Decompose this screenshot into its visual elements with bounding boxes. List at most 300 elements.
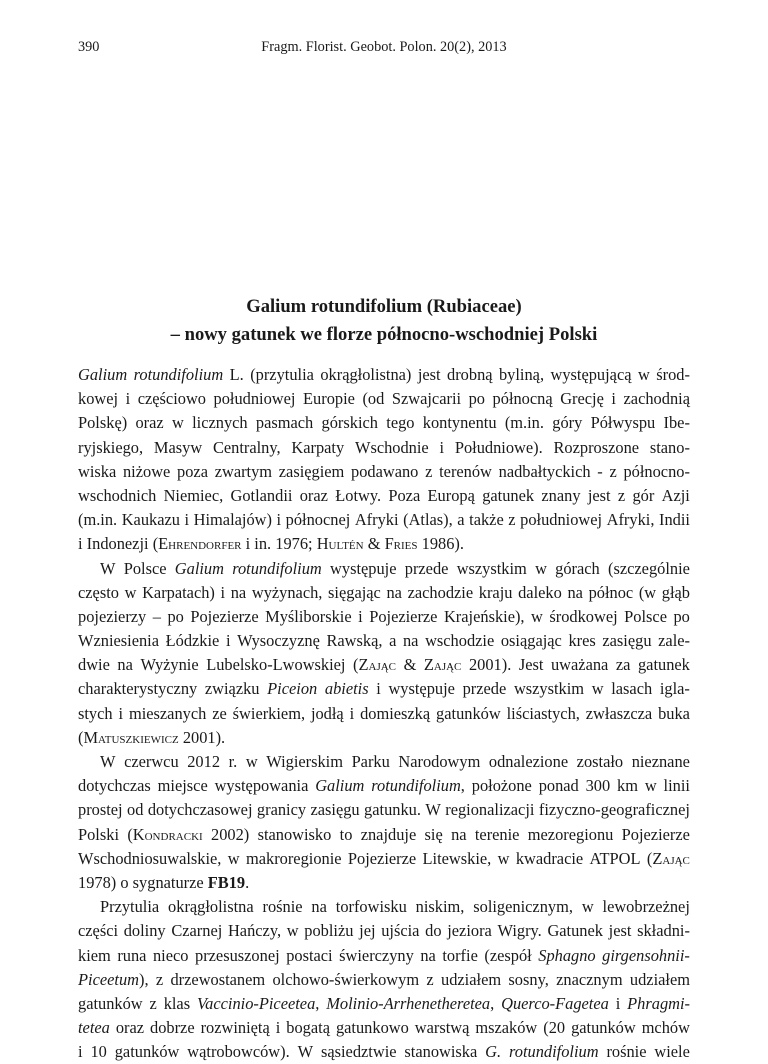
text-run: Półwyspu bbox=[590, 413, 656, 433]
word bbox=[485, 1040, 501, 1064]
word bbox=[212, 702, 227, 726]
text-run: na bbox=[420, 945, 436, 965]
word bbox=[659, 508, 690, 532]
text-run: okrągłolistna bbox=[168, 897, 254, 917]
text-line bbox=[78, 798, 690, 822]
word bbox=[78, 653, 110, 677]
text-run: & bbox=[367, 534, 381, 554]
text-run: w bbox=[644, 776, 657, 796]
text-run: na bbox=[311, 897, 327, 917]
word bbox=[311, 702, 344, 726]
text-run: Galium bbox=[78, 365, 128, 384]
word bbox=[630, 968, 690, 992]
word bbox=[156, 968, 163, 992]
word bbox=[514, 677, 584, 701]
word bbox=[310, 798, 359, 822]
text-run: czerwcu bbox=[124, 752, 179, 771]
text-run: występującą bbox=[550, 365, 632, 384]
word bbox=[195, 944, 280, 968]
text-run: i bbox=[276, 510, 282, 530]
text-run: terenie bbox=[474, 824, 520, 844]
word bbox=[358, 605, 363, 629]
text-run: (zespół bbox=[484, 945, 532, 965]
text-run: ATPOL bbox=[589, 848, 641, 868]
word bbox=[654, 1040, 690, 1064]
text-run: gór bbox=[632, 485, 655, 505]
text-run: (przytulia bbox=[250, 365, 314, 384]
text-run: środ- bbox=[656, 365, 690, 384]
text-run: oraz bbox=[135, 413, 164, 433]
word bbox=[124, 557, 167, 581]
text-run: się bbox=[424, 824, 443, 844]
text-run: (20 bbox=[543, 1018, 566, 1038]
text-run: Wschodnie bbox=[354, 437, 429, 457]
word bbox=[339, 944, 414, 968]
word bbox=[252, 581, 323, 605]
word bbox=[543, 1016, 565, 1040]
word bbox=[230, 363, 244, 387]
word bbox=[355, 508, 399, 532]
word bbox=[126, 387, 131, 411]
text-run: Querco-Fagetea bbox=[501, 993, 609, 1013]
text-run: jej bbox=[359, 921, 376, 941]
word bbox=[134, 363, 224, 387]
text-run: wiska bbox=[78, 461, 117, 481]
word bbox=[78, 774, 151, 798]
text-run: w bbox=[531, 606, 543, 626]
text-run: olchowo-świerkowym bbox=[272, 969, 420, 989]
word bbox=[473, 895, 573, 919]
text-line bbox=[78, 363, 690, 387]
word bbox=[124, 750, 179, 774]
word bbox=[602, 944, 690, 968]
word bbox=[172, 411, 184, 435]
text-run: od bbox=[127, 800, 144, 820]
text-run: na bbox=[567, 582, 583, 602]
text-run: częściowo bbox=[137, 389, 206, 409]
text-run: mszaków bbox=[475, 1018, 538, 1038]
text-run: stano- bbox=[649, 437, 690, 457]
word bbox=[560, 387, 604, 411]
word bbox=[168, 895, 254, 919]
word bbox=[622, 823, 690, 847]
text-run: tego bbox=[386, 413, 415, 433]
word bbox=[547, 919, 603, 943]
text-run: wiele bbox=[654, 1042, 690, 1062]
word bbox=[90, 1040, 106, 1064]
text-run: oraz bbox=[115, 1018, 145, 1038]
word bbox=[124, 919, 166, 943]
word bbox=[87, 532, 149, 556]
text-line bbox=[78, 629, 690, 653]
word bbox=[463, 677, 507, 701]
word bbox=[469, 387, 485, 411]
word bbox=[556, 968, 622, 992]
text-run: Grecję bbox=[560, 389, 604, 409]
text-line bbox=[78, 387, 690, 411]
word bbox=[498, 919, 542, 943]
word bbox=[142, 581, 215, 605]
text-run: Czarnej bbox=[171, 921, 223, 941]
text-run: , bbox=[460, 776, 465, 796]
text-run: rotundifolium bbox=[133, 365, 224, 384]
paragraph bbox=[78, 895, 690, 1064]
word bbox=[78, 702, 113, 726]
word bbox=[304, 919, 353, 943]
word bbox=[315, 774, 364, 798]
text-run: kowej bbox=[78, 389, 119, 409]
word bbox=[528, 823, 614, 847]
word bbox=[272, 968, 419, 992]
word bbox=[447, 363, 493, 387]
text-line bbox=[78, 944, 690, 968]
word bbox=[538, 944, 595, 968]
word bbox=[78, 919, 118, 943]
word bbox=[135, 411, 163, 435]
word bbox=[618, 484, 625, 508]
word bbox=[78, 726, 179, 750]
text-run: 2001). bbox=[182, 727, 226, 747]
word bbox=[166, 629, 220, 653]
word bbox=[167, 605, 183, 629]
text-run: zwłaszcza bbox=[585, 703, 653, 723]
text-run: i bbox=[376, 679, 381, 699]
text-run: w bbox=[497, 848, 510, 868]
word bbox=[493, 387, 553, 411]
word bbox=[447, 919, 492, 943]
word bbox=[228, 847, 240, 871]
word bbox=[422, 532, 464, 556]
text-run: Indii bbox=[659, 510, 690, 530]
text-run: zasięgiem bbox=[278, 461, 345, 481]
text-run: wschodnich bbox=[78, 485, 157, 505]
word bbox=[501, 629, 562, 653]
word bbox=[340, 823, 353, 847]
word bbox=[78, 581, 119, 605]
text-run: północnej bbox=[285, 510, 351, 530]
word bbox=[501, 992, 609, 1016]
text-run: (szczególnie bbox=[608, 558, 690, 578]
text-line bbox=[78, 774, 690, 798]
word bbox=[352, 750, 390, 774]
word bbox=[78, 871, 116, 895]
word bbox=[436, 702, 501, 726]
text-run: Lubelsko-Lwowskiej bbox=[206, 655, 346, 675]
text-run: i bbox=[220, 582, 226, 602]
text-run: pobliżu bbox=[304, 921, 354, 941]
text-run: zachodzie bbox=[407, 582, 474, 602]
word bbox=[425, 629, 494, 653]
text-run: i bbox=[78, 1042, 83, 1062]
text-run: Afryki bbox=[354, 510, 399, 530]
text-run: ( bbox=[353, 655, 359, 675]
word bbox=[616, 992, 621, 1016]
word bbox=[552, 411, 582, 435]
text-line bbox=[78, 677, 690, 701]
text-run: kraju bbox=[478, 582, 513, 602]
word bbox=[586, 702, 652, 726]
text-run: Przytulia bbox=[100, 897, 160, 917]
text-run: odnalezione bbox=[488, 752, 569, 771]
text-run: liściastych, bbox=[506, 703, 580, 723]
word bbox=[231, 581, 246, 605]
word bbox=[351, 460, 418, 484]
text-line bbox=[78, 1040, 690, 1064]
word bbox=[250, 363, 314, 387]
word bbox=[228, 919, 281, 943]
text-run: Niemiec, bbox=[163, 485, 224, 505]
word bbox=[287, 919, 299, 943]
text-run: z bbox=[155, 969, 164, 989]
word bbox=[229, 750, 238, 774]
text-run: i bbox=[184, 510, 190, 530]
text-run: 1976; bbox=[275, 534, 313, 554]
text-run: ( bbox=[646, 848, 653, 868]
word bbox=[642, 1016, 690, 1040]
word bbox=[127, 798, 143, 822]
text-run: rozwiniętą bbox=[200, 1018, 270, 1038]
word bbox=[386, 581, 401, 605]
word bbox=[591, 411, 656, 435]
text-run: Masyw bbox=[153, 437, 203, 457]
text-run: Hultén bbox=[316, 534, 364, 554]
word bbox=[291, 436, 344, 460]
word bbox=[403, 508, 453, 532]
text-run: Zając bbox=[652, 848, 690, 868]
text-run: znacznym bbox=[556, 969, 623, 989]
word bbox=[638, 653, 690, 677]
text-run: północno- bbox=[623, 461, 690, 481]
text-run: związku bbox=[204, 679, 260, 699]
article-title-line-2: – nowy gatunek we florze północno-wschodniej Polski bbox=[170, 324, 598, 345]
word bbox=[78, 823, 119, 847]
word bbox=[368, 532, 381, 556]
word bbox=[403, 629, 418, 653]
text-run: r. bbox=[228, 752, 238, 771]
word bbox=[442, 944, 478, 968]
word bbox=[154, 436, 202, 460]
text-run: pasmach bbox=[255, 413, 314, 433]
text-run: jodłą bbox=[310, 703, 344, 723]
text-run: zostało bbox=[576, 752, 624, 771]
word bbox=[119, 702, 124, 726]
text-run: domieszką bbox=[360, 703, 431, 723]
word bbox=[632, 484, 654, 508]
text-run: Litewskie, bbox=[422, 848, 492, 868]
text-run: 2001). bbox=[468, 655, 512, 675]
text-run: Wschodniosuwalskie, bbox=[78, 848, 222, 868]
word bbox=[420, 944, 435, 968]
word bbox=[170, 968, 265, 992]
text-run: bogatą bbox=[286, 1018, 330, 1038]
word bbox=[439, 436, 444, 460]
text-run: runa bbox=[117, 945, 147, 965]
text-run: na bbox=[117, 655, 133, 675]
text-run: zasięgu bbox=[310, 800, 360, 820]
word bbox=[647, 847, 690, 871]
word bbox=[129, 702, 206, 726]
text-run: Polsce bbox=[123, 558, 167, 578]
word bbox=[78, 847, 221, 871]
text-run: z bbox=[425, 461, 433, 481]
text-run: gatunków bbox=[78, 993, 143, 1013]
text-run: dobrze bbox=[150, 1018, 195, 1038]
word bbox=[78, 1040, 83, 1064]
word bbox=[590, 847, 641, 871]
text-run: prostej bbox=[78, 800, 123, 820]
text-run: poza bbox=[177, 461, 208, 481]
text-line bbox=[78, 992, 690, 1016]
text-run: Gatunek bbox=[547, 921, 603, 941]
word bbox=[153, 944, 189, 968]
word bbox=[415, 1016, 470, 1040]
word bbox=[257, 798, 306, 822]
text-run: zale- bbox=[658, 631, 690, 651]
word bbox=[444, 605, 525, 629]
word bbox=[418, 363, 441, 387]
text-run: po bbox=[468, 389, 485, 409]
text-run: 2002) bbox=[211, 824, 250, 844]
text-run: o bbox=[120, 872, 129, 892]
word bbox=[276, 1016, 281, 1040]
text-run: i bbox=[245, 534, 251, 554]
text-run: postaci bbox=[286, 945, 333, 965]
word bbox=[508, 968, 548, 992]
text-run: 2012 bbox=[187, 752, 221, 771]
text-run: jest bbox=[608, 921, 632, 941]
word bbox=[673, 605, 689, 629]
text-run: licznych bbox=[192, 413, 248, 433]
text-run: torfowisku bbox=[335, 897, 407, 917]
word bbox=[658, 702, 690, 726]
word bbox=[320, 363, 411, 387]
word bbox=[571, 1016, 636, 1040]
text-run: W bbox=[100, 752, 116, 771]
text-run: Południowe). bbox=[454, 437, 543, 457]
text-run: L. bbox=[229, 365, 244, 384]
text-run: Wyżynie bbox=[140, 655, 199, 675]
text-run: Karpaty bbox=[291, 437, 345, 457]
page-number: 390 bbox=[78, 39, 100, 55]
article-body bbox=[78, 363, 690, 1064]
text-run: Europą bbox=[427, 485, 475, 505]
word bbox=[279, 460, 345, 484]
word bbox=[469, 653, 511, 677]
word bbox=[624, 387, 690, 411]
text-line bbox=[78, 847, 690, 871]
word bbox=[246, 847, 342, 871]
text-run: Kondracki bbox=[132, 824, 203, 844]
text-run: składni- bbox=[637, 921, 690, 941]
article-title-line-1: Galium rotundifolium (Rubiaceae) bbox=[246, 296, 522, 317]
text-run: Wzniesienia bbox=[78, 631, 160, 651]
word bbox=[568, 629, 595, 653]
text-run: Pojezierze bbox=[369, 606, 438, 626]
word bbox=[158, 774, 208, 798]
text-run: Molinio-Arrhenetheretea bbox=[326, 993, 491, 1013]
text-run: i bbox=[611, 389, 616, 409]
text-run: Indonezji bbox=[86, 534, 149, 554]
text-run: południowej bbox=[520, 510, 603, 530]
text-run: gatunek bbox=[482, 485, 535, 505]
text-line bbox=[78, 411, 690, 435]
word bbox=[388, 677, 454, 701]
text-run: stanowisko bbox=[257, 824, 332, 844]
text-run: w bbox=[591, 679, 604, 699]
text-run: rośnie bbox=[262, 897, 303, 917]
text-run: mieszanych bbox=[128, 703, 207, 723]
word bbox=[520, 508, 602, 532]
text-run: Narodowym bbox=[398, 752, 481, 771]
text-line bbox=[78, 484, 690, 508]
text-run: Pojezierze bbox=[621, 824, 690, 844]
word bbox=[484, 944, 531, 968]
word bbox=[371, 774, 465, 798]
word bbox=[78, 387, 118, 411]
text-run: - bbox=[597, 461, 603, 481]
word bbox=[361, 823, 417, 847]
text-run: Myśliborskie bbox=[265, 606, 352, 626]
word bbox=[597, 460, 602, 484]
text-run: gatunku. bbox=[364, 800, 421, 820]
text-line bbox=[78, 823, 690, 847]
word bbox=[588, 484, 611, 508]
word bbox=[187, 1040, 289, 1064]
text-run: Centralny, bbox=[212, 437, 281, 457]
word bbox=[286, 508, 351, 532]
word bbox=[425, 823, 443, 847]
text-run: i bbox=[118, 703, 124, 723]
word bbox=[267, 677, 317, 701]
text-run: lewobrzeżnej bbox=[602, 897, 690, 917]
text-run: w bbox=[171, 413, 184, 433]
text-run: kwadracie bbox=[515, 848, 584, 868]
word bbox=[376, 677, 381, 701]
text-run: świerczyny bbox=[339, 945, 414, 965]
word bbox=[586, 774, 611, 798]
text-run: igla- bbox=[659, 679, 690, 699]
text-run: Polsce bbox=[624, 606, 667, 626]
text-run: w bbox=[245, 752, 258, 771]
text-run: buka bbox=[658, 703, 690, 723]
text-run: niżowe bbox=[122, 461, 171, 481]
text-line bbox=[78, 605, 690, 629]
word bbox=[326, 629, 382, 653]
text-run: i bbox=[439, 437, 445, 457]
word bbox=[499, 460, 591, 484]
word bbox=[577, 750, 623, 774]
word bbox=[187, 750, 220, 774]
text-run: północ bbox=[588, 582, 634, 602]
word bbox=[606, 1040, 646, 1064]
text-run: Pojezierze bbox=[190, 606, 259, 626]
text-run: oraz bbox=[299, 485, 328, 505]
word bbox=[428, 484, 475, 508]
text-run: klas bbox=[163, 993, 191, 1013]
text-run: Krajeńskie), bbox=[443, 606, 525, 626]
word bbox=[330, 557, 396, 581]
text-run: Afryki, bbox=[606, 510, 655, 530]
word bbox=[498, 847, 510, 871]
word bbox=[277, 508, 282, 532]
text-run: torfie bbox=[442, 945, 478, 965]
text-run: 1978) bbox=[78, 872, 117, 892]
word bbox=[221, 581, 226, 605]
text-run: Piceion bbox=[267, 679, 318, 699]
text-run: w bbox=[581, 897, 594, 917]
word bbox=[388, 484, 420, 508]
text-run: Polski bbox=[78, 824, 119, 844]
